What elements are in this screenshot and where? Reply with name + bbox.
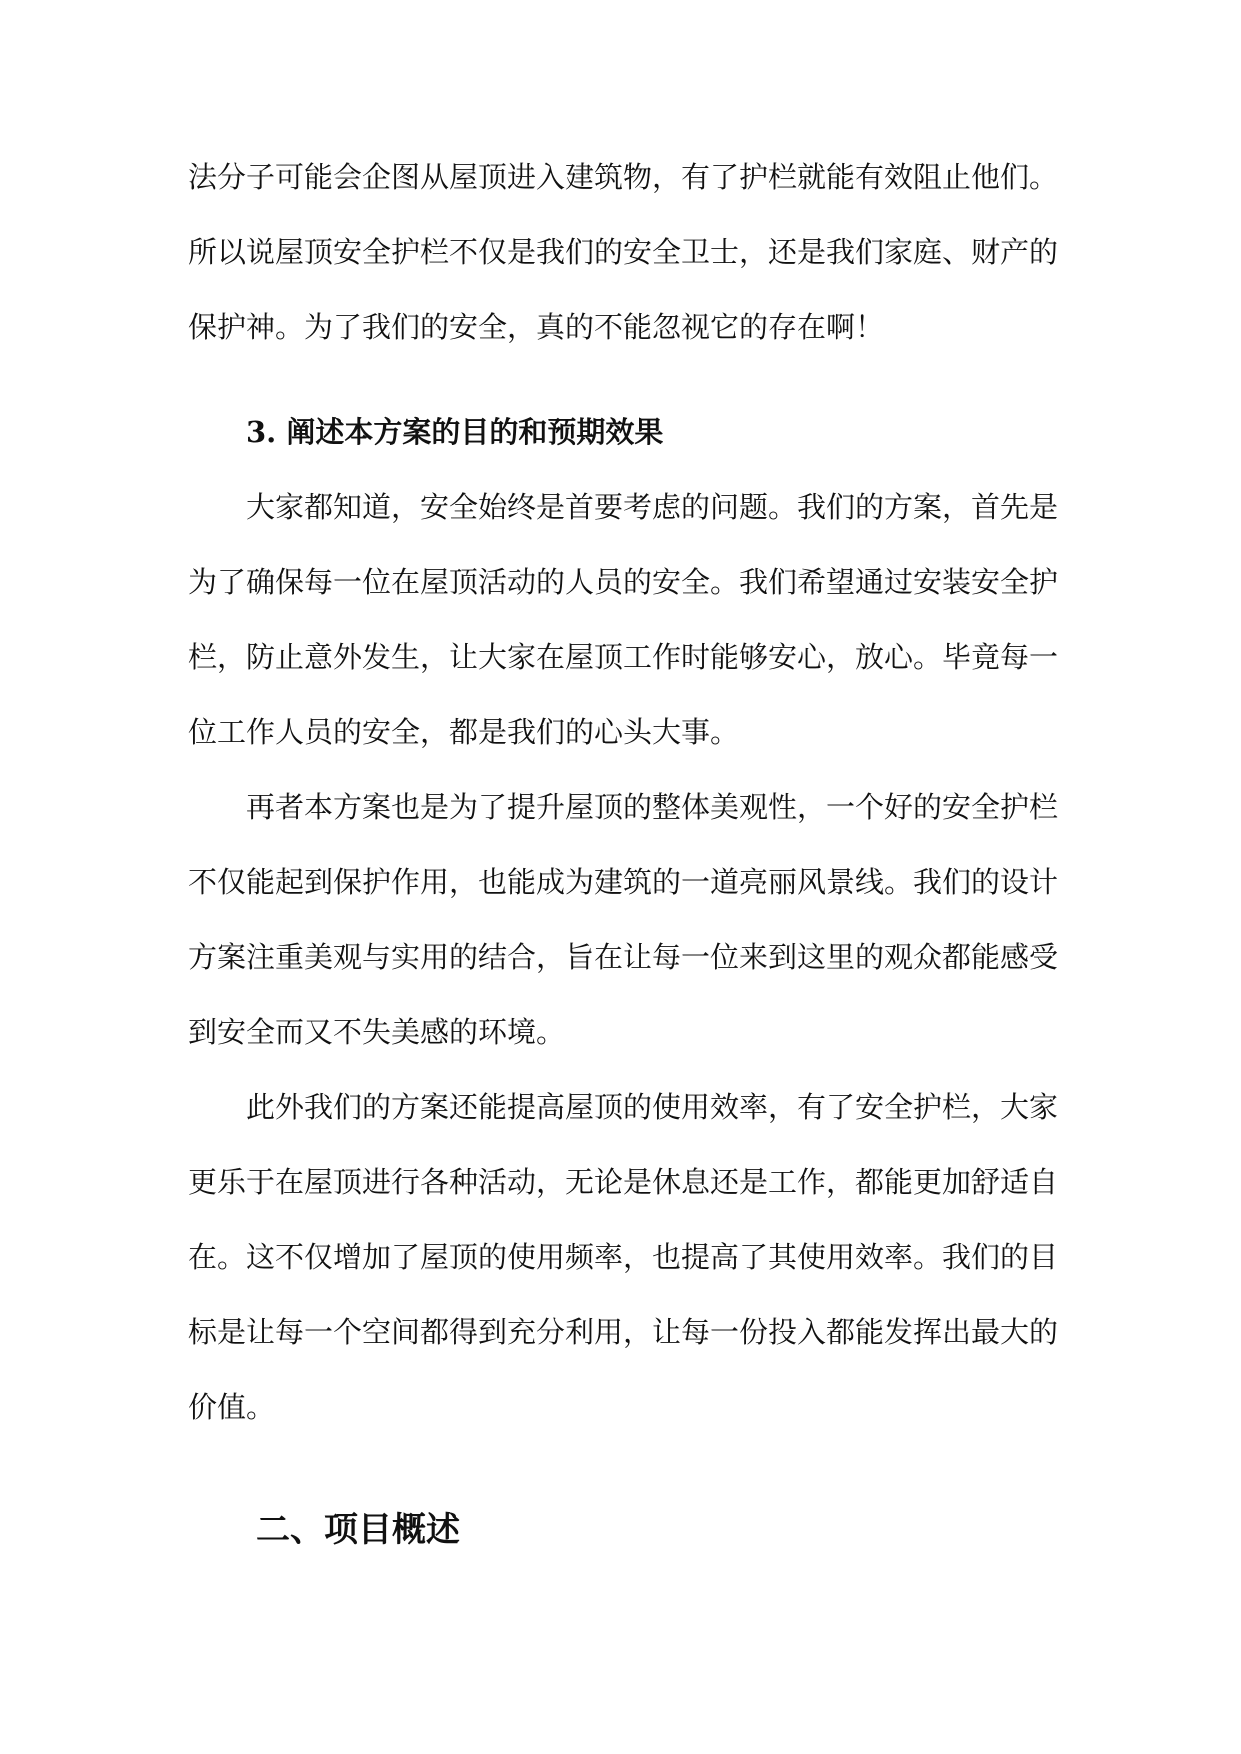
body-paragraph-3: 此外我们的方案还能提高屋顶的使用效率，有了安全护栏，大家更乐于在屋顶进行各种活动，无论是休息还是工作，都能更加舒适自在。这不仅增加了屋顶的使用频率，也提高了其使用效率。我们的目标是让每一个空间都得到充分利用，让每一份投入都能发挥出最大的价值。 [188,1090,1059,1424]
continuation-paragraph: 法分子可能会企图从屋顶进入建筑物，有了护栏就能有效阻止他们。所以说屋顶安全护栏不仅是我们的安全卫士，还是我们家庭、财产的保护神。为了我们的安全，真的不能忽视它的存在啊！ [188,160,1059,344]
body-paragraph-1: 大家都知道，安全始终是首要考虑的问题。我们的方案，首先是为了确保每一位在屋顶活动的人员的安全。我们希望通过安装安全护栏，防止意外发生，让大家在屋顶工作时能够安心，放心。毕竟每一位工作人员的安全，都是我们的心头大事。 [188,490,1059,749]
body-paragraph-2: 再者本方案也是为了提升屋顶的整体美观性，一个好的安全护栏不仅能起到保护作用，也能成为建筑的一道亮丽风景线。我们的设计方案注重美观与实用的结合，旨在让每一位来到这里的观众都能感受到安全而又不失美感的环境。 [188,790,1059,1049]
document-body [188,140,1058,1568]
section-heading: 3. 阐述本方案的目的和预期效果 [246,415,664,449]
chapter-heading: 二、项目概述 [256,1510,460,1550]
